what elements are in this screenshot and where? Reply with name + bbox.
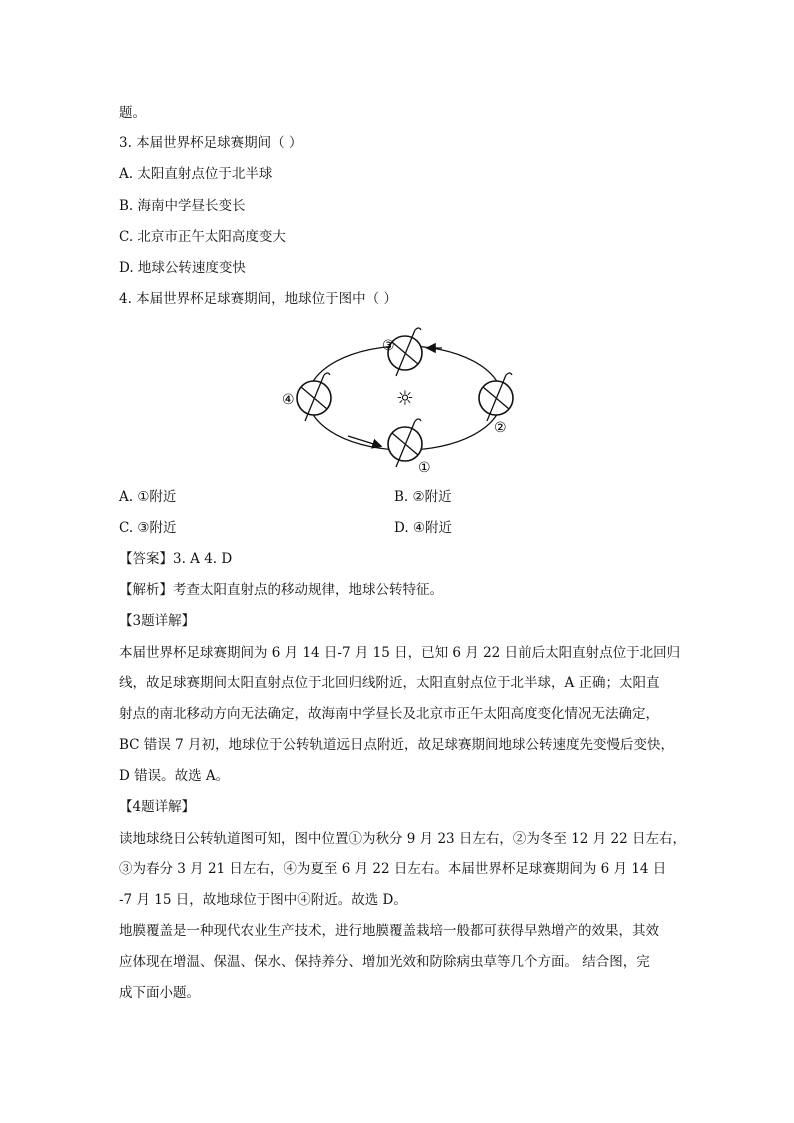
label-3: ③ (382, 338, 395, 354)
label-1: ① (418, 460, 431, 476)
orbit-arrow-bottom (348, 436, 380, 446)
q3-option-d: D. 地球公转速度变快 (119, 260, 246, 276)
q3-detail-line: 射点的南北移动方向无法确定，故海南中学昼长及北京市正午太阳高度变化情况无法确定， (119, 706, 659, 722)
q3-option-b: B. 海南中学昼长变长 (119, 198, 246, 214)
intro-paragraph-line: 地膜覆盖是一种现代农业生产技术，进行地膜覆盖栽培一般都可获得早熟增产的效果，其效 (119, 923, 659, 939)
q4-option-b: B. ②附近 (394, 489, 452, 505)
earth-position-4 (297, 373, 331, 421)
q4-option-a: A. ①附近 (119, 489, 177, 505)
label-4: ④ (282, 392, 295, 408)
label-2: ② (494, 420, 507, 436)
q3-detail-line: 线，故足球赛期间太阳直射点位于北回归线附近，太阳直射点位于北半球，A 正确；太阳直 (119, 675, 660, 691)
sun-icon: ☼ (396, 386, 414, 410)
intro-paragraph-line: 应体现在增温、保温、保水、保持养分、增加光效和防除病虫草等几个方面。 结合图，完 (119, 954, 650, 970)
q3-option-a: A. 太阳直射点位于北半球 (119, 166, 273, 182)
q3-detail-heading: 【3题详解】 (119, 613, 196, 629)
q4-detail-line: -7 月 15 日，故地球位于图中④附近。故选 D。 (119, 892, 407, 908)
earth-orbit-diagram (270, 320, 530, 480)
q4-option-d: D. ④附近 (394, 520, 453, 536)
q4-detail-heading: 【4题详解】 (119, 799, 196, 815)
earth-position-1 (388, 419, 422, 467)
text-line: 题。 (119, 105, 146, 121)
question-3: 3. 本届世界杯足球赛期间（ ） (119, 135, 303, 151)
q3-detail-line: BC 错误 7 月初，地球位于公转轨道远日点附近，故足球赛期间地球公转速度先变慢后变快， (119, 737, 674, 753)
q3-detail-line: D 错误。故选 A。 (119, 768, 230, 784)
q4-option-c: C. ③附近 (119, 520, 177, 536)
q3-detail-line: 本届世界杯足球赛期间为 6 月 14 日-7 月 15 日，已知 6 月 22 日前后太阳直射点位于北回归 (119, 645, 681, 661)
q4-detail-line: 读地球绕日公转轨道图可知，图中位置①为秋分 9 月 23 日左右，②为冬至 12 月 22 日左右， (119, 831, 686, 847)
q4-detail-line: ③为春分 3 月 21 日左右，④为夏至 6 月 22 日左右。本届世界杯足球赛期间为 6 月 14 日 (119, 861, 667, 877)
answer-line: 【答案】3. A 4. D (119, 551, 233, 567)
intro-paragraph-line: 成下面小题。 (119, 985, 200, 1001)
question-4: 4. 本届世界杯足球赛期间，地球位于图中（ ） (119, 291, 397, 307)
analysis-line: 【解析】考查太阳直射点的移动规律，地球公转特征。 (119, 582, 443, 598)
earth-position-2 (479, 373, 513, 421)
q3-option-c: C. 北京市正午太阳高度变大 (119, 229, 286, 245)
